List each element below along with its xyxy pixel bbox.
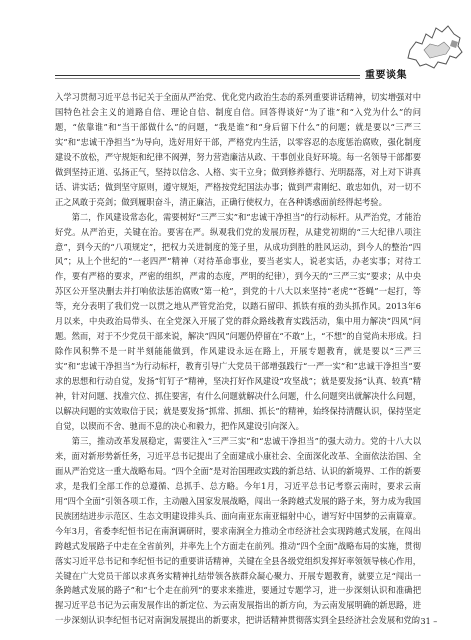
- paragraph: 第三，推动改革发展稳定，需要注入“三严三实”和“忠诚干净担当”的强大动力。党的十八大以来，面对新形势新任务，习近平总书记提出了全面建成小康社会、全面深化改革、全面依法治国、全面从严治党这一重大战略布局。“四个全面”是对治国理政实践的新总结、认识的新境界、工作的新要求，是我们全部工作的总遵循、总抓手、总方略。今年1月，习近平总书记考察云南时，要求云南用“四个全面”引领各项工作，主动融入国家发展战略，闯出一条跨越式发展的路子来，努力成为我国民族团结进步示范区、生态文明建设排头兵、面向南亚东南亚辐射中心，谱写好中国梦的云南篇章。今年3月，省委李纪恒书记在南涧调研时，要求南涧全力推动全市经济社会实现跨越式发展，在闯出跨越式发展路子中走在全省前列，并率先上个方面走在前列。推动“四个全面”战略布局的实施，贯彻落实习近平总书记和李纪恒书记的重要讲话精神，关键在全县各级党组织发挥好率领领导核心作用，关键在广大党员干部以求真务实精神扎结带领各族群众凝心聚力、开展专题教育，就要立足“闯出一条跨越式发展的路子”和“七个走在前列”的要求来推进，要通过专题学习，进一步深刻认识和准确把握习近平总书记为云南发展作出的新定位、为云南发展指出的新方向，为云南发展明确的新思路，进一步深刻认识李纪恒书记对南涧发展提出的新要求，把讲话精神贯彻落实到全县经济社会发展和党的: [55, 435, 421, 626]
- header-rule-thin: [55, 78, 360, 79]
- paragraph: 入学习贯彻习近平总书记关于全面从严治党、优化党内政治生态的系列重要讲话精神，切实增强对中国特色社会主义的道路自信、理论自信、制度自信。回答得谈好“为了谁”和“入党为什么”的问题，“依靠谁”和“当干部做什么”的问题，“我是谁”和“身后留下什么”的问题；就是要以“三严三实”和“忠诚干净担当”为导向，选好用好干部，严格党内生活，以零容忍的态度惩治腐败，强化制度建设不放松，严守规矩和纪律不阀弹，努力营造廉洁从政、干事创业良好环境。每一名领导干部都要做到坚持正道、弘扬正气，坚持以信念、人格、实干立身；做到修养德行、光明磊落，对上对下讲真话、讲实话；做到坚守原则，遵守规矩，严格按党纪国法办事；做到严肃刚纪、敢忠如仇，对一切不正之风敢于亮剑；做到履职奋斗，清正廉洁，正确行使权力，在各种诱惑面前经得起考验。: [55, 92, 421, 207]
- header-rule: [55, 75, 360, 76]
- paragraph: 第二，作风建设常态化，需要树好“三严三实”和“忠诚干净担当”的行动标杆。从严治党，才能治好党。从严治吏，关键在治。要害在严。纵观我们党的发展历程，从建党初期的“三大纪律八项注意”，到今天的“八项规定”，把权力关进制度的笼子里，从成功到胜的胜风运动，到今人的整治“四风”；从上个世纪的“一老四严”精神（对待革命事业，要当老实人，说老实话，办老实事；对待工作，要有严格的要求，严密的组织，严肃的态度，严明的纪律），到今天的“三严三实”要求；从中央苏区公开坚决删去并打响依法惩治腐败“第一枪”，到党的十八大以来坚持“老虎”“苍蝇”一起打，等等，充分表明了我们党一以贯之地从严管党治党，以踏石留印、抓铁有痕的劲头抓作风。2013年6月以来，中央政治局带头、在全党深入开展了党的群众路线教育实践活动，集中用力解决“四风”问题。然而，对于不少党员干部来说，解决“四风”问题仍停留在“不敢”上，“不想”的自觉尚未形成。扫除作风积弊不是一时半刻能能做到，作风建设永远在路上，开展专题教育，就是要以“三严三实”和“忠诚干净担当”为行动标杆，教育引导广大党员干部增强践行“一严一实”和“忠诚干净担当”要求的思想和行动自觉，发扬“钉钉子”精神，坚决打好作风建设“攻坚战”；就是要发扬“认真、较真”精神，针对问题、找准穴位、抓住要害，有什么问题就解决什么问题，什么问题突出就解决什么问题，以解决问题的实效取信于民；就是要发扬“抓常、抓细、抓长”的精神，始终保持清醒认识，保持坚定自觉，以锲而不舍、驰而不息的决心和毅力，把作风建设引向深入。: [55, 211, 421, 431]
- page-number: – 31 –: [414, 617, 438, 626]
- page-header: [0, 0, 471, 96]
- map-silhouette-icon: [404, 20, 464, 72]
- article-body: [55, 90, 421, 628]
- section-label: 重要谈集: [365, 70, 407, 81]
